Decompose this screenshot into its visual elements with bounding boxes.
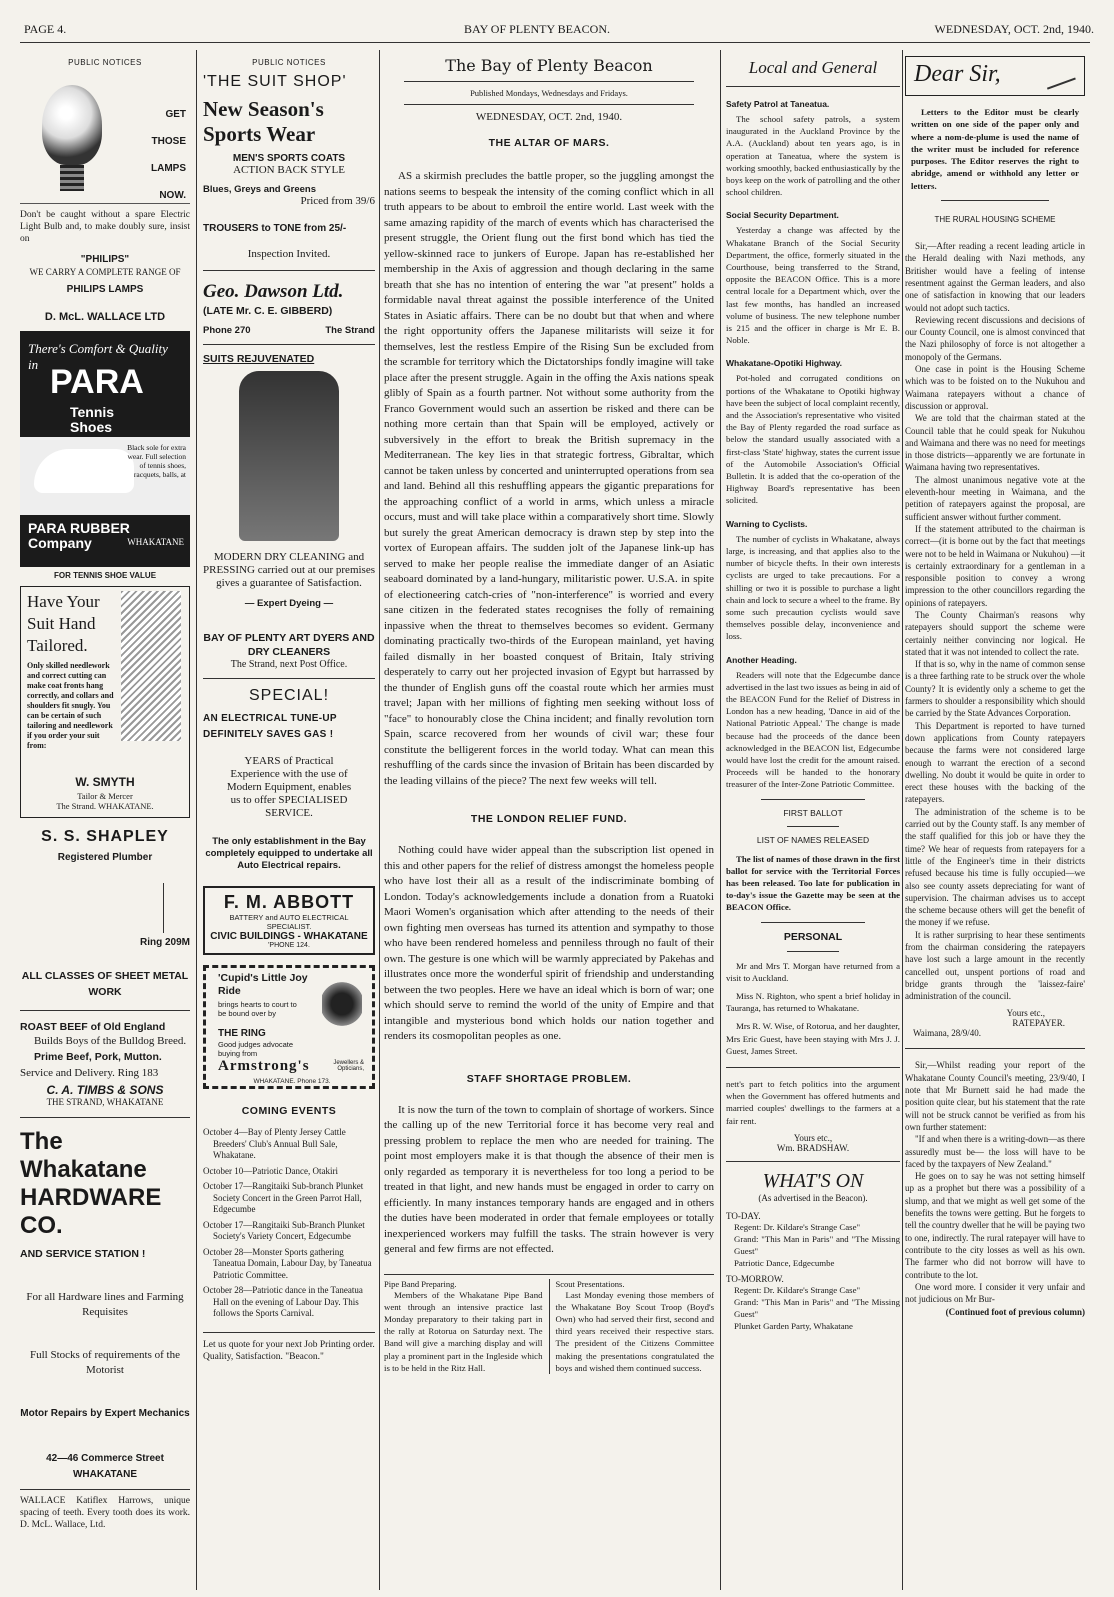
shop-colours: Blues, Greys and Greens — [203, 184, 316, 195]
header-date: WEDNESDAY, OCT. 2nd, 1940. — [934, 22, 1094, 36]
dear-sir-title: Dear Sir, — [914, 61, 1001, 87]
event-item: October 17—Rangitaiki Sub-branch Plunket Society Concert in the Green Parrot Hall, Edgecumbe — [203, 1181, 364, 1214]
continued-letter: nett's part to fetch politics into the argument when the Government has offered hutments and married couples' dwellings to the farmers at a fair rent. — [726, 1078, 900, 1126]
news-briefs — [384, 1274, 714, 1374]
news-text: Readers will note that the Edgecumbe dance advertised in the last two issues as being in aid of the BEACON Fund for the Relief of Distress in London has a new heading, 'Dance in aid of the National Patriotic Appeal.' The change is made because had the proceeds of the dance been acknowledged in the BEACON list, Edgecumbe would have lost the credit for the amount raised. Proceeds will be handed to the honorary treasurer of the Inter-Zone Patriotic Committee. — [726, 669, 900, 790]
letter-para: If the statement attributed to the chairman is correct—(it is borne out by the fact that meetings were not to be held in Waimana or Nukuhou) —it is certainly extraordinary for a gentleman in a responsible position to convey a wrong impression to the other councillors regarding the opinions of ratepayers. — [905, 523, 1085, 608]
letter-para: This Department is reported to have turned down applications from County ratepayers because the farms were not considered large enough to warrant the erection of a second dwelling. No doubt it would be quite in order to erect these houses with the backing of the ratepayers. — [905, 720, 1085, 805]
letter-para: Reviewing recent discussions and decisions of our County Council, one is almost convinced that the Nazi philosophy of force is not altogether a monopoly of the Germans. — [905, 314, 1085, 362]
article-title: THE ALTAR OF MARS. — [488, 137, 610, 149]
cupid-text: brings hearts to court to be bound over by — [218, 1000, 297, 1018]
events-head: COMING EVENTS — [241, 1105, 337, 1117]
divider — [404, 81, 694, 82]
letter-para: The County Chairman's reasons why ratepayers should support the scheme were certainly neither convincing nor logical. He stated that it was not intended to collect the rate. — [905, 609, 1085, 657]
suit-head: Have Your Suit Hand Tailored. — [27, 591, 100, 655]
divider — [905, 1048, 1085, 1049]
event-item: October 28—Monster Sports gathering Taneatua Domain, Labour Day, by Taneatua Patriotic Committee. — [203, 1246, 372, 1280]
article-body: AS a skirmish precludes the battle proper, so the juggling amongst the nations seems to bespeak the intensity of the coming conflict which in all truth appears to be about to embroil the entire world. Last week with the same amazing rapidity of the march of events which has characterised the present struggle, the Orient flung out the first bond which has tied the yellow-skinned race to junkers of Europe. Japan has re-established her membership in the Axis of aggression and though declaring in the same breath that she has no intention of entering the war "at present" holds a formidable naval threat against the possible interference of the United States in Asiatic affairs. There can be no doubt but that when and where the right opportunity offers the Japanese militarists will seize it for themselves, lest the restless Empire of the Rising Sun be excluded from the scramble for territory which the Dictatorships fondly imagine will take place after the present struggle. Again in the offing the Axis nations speak glibly of Spain as a fourth partner. Not without some authority from the Franco Government would such an assertion be risked and there can be nothing more certain than that Spain will be employed, actively or subversively in the effort to break the British supremacy in the Mediterranean. The key lies in that strategic fortress, Gibraltar, which cannot be taken unless by concerted and uninterrupted operations from sea and land. Behind all this reshuffling appears the gigantic preparations for the approaching conflict of a world in arms, which unless a miracle occurs, must and will take place within a comparatively short time. Slowly but surely the great American democracy is drawn step by step into the vortex of European affairs. The sudden jolt of the Japanese link-up has served to make her people realise the immediate danger of an Asiatic seaboard dominated by a land-hungary, militaristic power. U.S.A. in spite of electioneering catch-cries of "non-interference" is worried and every sane citizen in the federated states recognises the folly of remaining inpassive when the threat to themselves becomes so evident. Germany dominating practically two-thirds of the European mainland, yet having failed dismally in her boasted conquest of Britain, Italy striving desperately to carry out her projected invasion of Egypt but harrassed by the thunder of English guns off the coastal route which her armies must travel; Japan with her millions of fighting men seeking without loss of "face" to honourably close the China incident; and finally revolution torn Spain, scarce recovered from her wounds of civil war; these four constitute the belligerent forces in the world today. What can mean this reshuffling of the cards since the invasion of Britain has been discarded by the leading villains of the piece? The next few weeks will tell. — [384, 170, 714, 787]
shapley-space — [20, 863, 190, 937]
divider — [203, 344, 375, 345]
printing-quote: Let us quote for your next Job Printing order. Quality, Satisfaction. "Beacon." — [203, 1339, 375, 1362]
personal-item: Mr and Mrs T. Morgan have returned from a visit to Auckland. — [726, 960, 900, 983]
local-general-title: Local and General — [726, 50, 900, 87]
cupid-ring: THE RING — [218, 1028, 266, 1039]
letter-para: The almost unanimous negative vote at the eleventh-hour meeting in Waimana, and the petition of ratepayers against the proposal, are sufficient answer without further comment. — [905, 474, 1085, 522]
divider — [787, 826, 839, 827]
light-bulb-icon — [42, 85, 102, 165]
dyers-name: BAY OF PLENTY ART DYERS AND DRY CLEANERS — [203, 632, 375, 658]
divider — [203, 270, 375, 271]
column-rule — [379, 50, 380, 1590]
divider — [941, 200, 1049, 201]
letter-para: "If and when there is a writing-down—as there assuredly must be— the loss will have to be faced by the taxpayers of New Zealand." — [905, 1134, 1085, 1169]
column-rule — [902, 50, 903, 1590]
brief-text: Members of the Whakatane Pipe Band went through an intensive practice last Monday preparatory to their taking part in the rally at Rotorua on Saturday next. The Band will give a marching display and will play a prominent part in the Ingleside which is to be held in the Ritz Hall. — [384, 1289, 543, 1373]
personal-item: Miss N. Righton, who spent a brief holiday in Tauranga, has returned to Whakatane. — [726, 990, 900, 1014]
cupid-judges: Good judges advocate buying from — [218, 1040, 294, 1058]
arm-name: Armstrong's — [218, 1058, 310, 1074]
dawson-phone: Phone 270 — [203, 325, 251, 336]
news-head: Warning to Cyclists. — [726, 518, 808, 529]
letter-signature: RATEPAYER. — [1012, 1018, 1065, 1029]
shop-trousers: TROUSERS to TONE from 25/- — [203, 223, 347, 234]
hardware-name: The Whakatane HARDWARE CO. — [20, 1127, 162, 1239]
letter-para: Sir,—After reading a recent leading article in the Herald dealing with Nazi methods, any Britisher would have a feeling of intense resentment against the German leaders, and also one of satisfaction in knowing that our leaders would not adopt such tactics. — [905, 241, 1085, 313]
cupid-head: 'Cupid's Little Joy Ride — [218, 972, 308, 997]
column-2 — [203, 50, 375, 1589]
event-item: October 10—Patriotic Dance, Otakiri — [203, 1165, 338, 1176]
article-body: It is now the turn of the town to complain of shortage of workers. Since the calling up of the new Territorial force it has become very real and pressing problem to replace the men who are needed for training. The point most employers make it is that though the absence of their men is only regarded as temporary it is nevertheless for too long a period to be treated in that light, and new hands must be engaged in order to carry on efficiently. In many instances temporary hands are engaged and in others the duties have been moderated in order that female employees or totally inexperienced workers may fulfill the tasks. The strain however is very general and few firms are not effected. — [384, 1103, 714, 1255]
column-3-editorial — [384, 50, 714, 1589]
header-rule — [20, 42, 1090, 43]
tomorrow-head: TO-MORROW. — [726, 1273, 784, 1284]
personal-head: PERSONAL — [783, 930, 843, 943]
divider — [20, 1489, 190, 1490]
special-only: The only establishment in the Bay completely equipped to undertake all Auto Electrical repairs. — [205, 836, 373, 871]
article-title: STAFF SHORTAGE PROBLEM. — [466, 1072, 632, 1085]
column-5-letters — [905, 50, 1085, 1589]
letter-para: If that is so, why in the name of common sense is a three farthing rate to be struck over the whole County? It is evidently only a scheme to get the farmers to shoulder a responsibility which should be carried by the State Advances Corporation. — [905, 659, 1085, 719]
letter-para: One word more. I consider it very unfair and not judicious on Mr Bur- — [905, 1281, 1085, 1305]
letter-signoff: Yours etc., — [1006, 1008, 1045, 1019]
paper-name: BAY OF PLENTY BEACON. — [464, 22, 611, 36]
letters-policy: Letters to the Editor must be clearly written on one side of the paper only and where a nom-de-plume is used the name of the writer must be included for reference purposes. The Editor reserves the right to abridge, amend or withhold any letter or letters. — [911, 107, 1079, 191]
shapley-ring: Ring 209M — [139, 936, 190, 948]
dear-sir-banner — [905, 56, 1085, 96]
smyth-tailor-ad — [20, 586, 190, 818]
continued-note: (Continued foot of previous column) — [945, 1307, 1085, 1318]
brief-scouts — [550, 1279, 715, 1374]
tennis-shoe-icon — [34, 449, 134, 493]
lamp-text: Don't be caught without a spare Electric Light Bulb and, to make doubly sure, insist on — [20, 210, 190, 244]
news-head: Safety Patrol at Taneatua. — [726, 99, 830, 109]
dawson-name: Geo. Dawson Ltd. — [203, 281, 344, 302]
letter-place-date: Waimana, 28/9/40. — [913, 1028, 982, 1039]
hardware-addr: 42—46 Commerce Street WHAKATANE — [46, 1452, 164, 1480]
brief-text: Last Monday evening those members of the Whakatane Boy Scout Troop (Boyd's Own) who had served their first, second and third years received their respective stars. The president of the Citizens Committee making the presentations congratulated the boys and wished them continued success. — [555, 1289, 714, 1373]
ballot-text: The list of names of those drawn in the first ballot for service with the Territorial Forces has been released. Too late for publication in to-day's issue the Gazette may be seen at the BEACON Office. — [726, 853, 900, 913]
news-text: Yesterday a change was affected by the Whakatane Branch of the Social Security Department, the office, formerly situated in the Courthouse, being transferred to the Strand, opposite the BEACON Office. This is a more central locale for a Department which, over the last few months, has handled an increased volume of business. The new telephone number is 215 and the officer in charge is Mr E. B. Noble. — [726, 225, 900, 346]
shop-name: 'THE SUIT SHOP' — [203, 73, 347, 90]
para-tennis-ad — [20, 331, 190, 567]
abbott-name: F. M. ABBOTT — [223, 892, 355, 912]
katiflex-notice: WALLACE Katiflex Harrows, unique spacing of teeth. Every tooth does its work. D. McL. Wallace, Ltd. — [20, 1495, 190, 1530]
section-label: PUBLIC NOTICES — [252, 58, 326, 67]
para-company: PARA RUBBER Company — [28, 519, 130, 551]
brief-pipe-band — [384, 1279, 550, 1374]
suit-name: W. SMYTH — [75, 774, 135, 789]
personal-item: Mrs R. W. Wise, of Rotorua, and her daughter, Mrs Eric Guest, have been staying with Mrs J. J. Guest, James Street. — [726, 1021, 900, 1056]
letter-para: The administration of the scheme is to be carried out by the County staff. Is any member of the staff qualified for this job or have they the time? We hear of requests from ratepayers for a little of the Engineer's time in their districts refused because his time is fully occupied—we also see county assets depreciating for want of supervision. The chairman advises us to accept the scheme because others will get the benefit of the money if we refuse. — [905, 806, 1085, 928]
brief-head: Scout Presentations. — [555, 1278, 625, 1289]
special-title: SPECIAL! — [248, 687, 330, 704]
divider — [163, 883, 164, 933]
special-text: YEARS of Practical Experience with the use of Modern Equipment, enables us to offer SPECIALISED SERVICE. — [226, 755, 352, 819]
armstrongs-ad — [203, 965, 375, 1089]
lamp-seller: D. McL. WALLACE LTD — [44, 310, 166, 323]
shop-style: ACTION BACK STYLE — [233, 164, 345, 176]
shop-season: New Season's Sports Wear — [203, 97, 324, 146]
suit-text: Only skilled needlework and correct cutting can make coat fronts hang correctly, and collars and shoulders fit snugly. You can be certain of such tailoring and needlework if you order your suit from: — [27, 660, 114, 750]
special-head: AN ELECTRICAL TUNE-UP DEFINITELY SAVES GAS ! — [203, 713, 337, 740]
letter-para: Sir,—Whilst reading your report of the Whakatane County Council's meeting, 23/9/40, I note that Mr Burnett said he had made the position quite clear, but his statement that the rate will not be struck cannot be verified as from his own further statement: — [905, 1060, 1085, 1132]
shapley-classes: ALL CLASSES OF SHEET METAL WORK — [21, 969, 189, 998]
lamp-range: PHILIPS LAMPS — [66, 283, 144, 295]
shop-coats: MEN'S SPORTS COATS — [232, 153, 346, 164]
slogan-word: THOSE — [151, 136, 186, 147]
beef-name: C. A. TIMBS & SONS — [46, 1082, 164, 1097]
news-head: Social Security Department. — [726, 210, 839, 221]
tomorrow-item: Grand: "This Man in Paris" and "The Missing Guest" — [734, 1296, 900, 1320]
letter-para: It is rather surprising to hear these sentiments from the chairman considering the ratepayers have lost such a large amount in the recently cancelled out, unspent portions of road and bridge grants through the 'laissez-faire' administration of the council. — [905, 929, 1085, 1002]
para-name: PARA — [50, 362, 144, 401]
abbott-phone: 'PHONE 124. — [268, 942, 310, 949]
arm-addr: WHAKATANE. Phone 173. — [253, 1078, 331, 1085]
news-text: Pot-holed and corrugated conditions on portions of the Whakatane to Opotiki highway have been the subject of local complaint recently, and the Association's representative who visited the Bay of Plenty regarded the road surface as below the standard usually associated with a first-class 'State' highway, states the current issue of the Automobile Association's Official Bulletin. It is added that the co-operation of the Highway Board's representative has been solicited. — [726, 373, 900, 506]
masthead: The Bay of Plenty Beacon — [445, 56, 653, 75]
para-tag: There's Comfort & Quality in — [28, 340, 168, 372]
article-body: Nothing could have wider appeal than the subscription list opened in this and other papers for the relief of distress amongst the homeless people who have lost their all as a result of the indiscriminate bombing of London. Today's acknowledgements include a donation from a Ruatoki Maori Women's organisation which after attending to the needs of their own fighting men overseas has turned its attention and sympathy to those who have been rendered homeless and penniless through no fault of their own. The gesture is one which will be warmly appreciated by Pakehas and illustrates once more the wonderful spirit of friendship and understanding between the two peoples. Here we have an ideal which is born of war; one which should serve to remind the world of the unity of Empire and that intangible and mysterious bond which holds our nation together and renders its cosmopolitan peoples as one. — [384, 844, 714, 1042]
today-item: Patriotic Dance, Edgecumbe — [734, 1258, 835, 1269]
column-rule — [196, 50, 197, 1590]
today-item: Regent: Dr. Kildare's Strange Case" — [734, 1221, 861, 1232]
quill-pen-icon — [1042, 64, 1076, 89]
beef-service: Service and Delivery. Ring 183 — [20, 1066, 159, 1079]
dyers-addr: The Strand, next Post Office. — [230, 659, 348, 670]
news-head: Another Heading. — [726, 654, 797, 665]
divider — [787, 951, 839, 952]
letter-para: One case in point is the Housing Scheme which was to be foisted on to the Nukuhou and Waimana ratepayers without a chance of discussion or approval. — [905, 364, 1085, 411]
column-rule — [720, 50, 721, 1590]
para-features: Black sole for extra wear. Full selection of tennis shoes, racquets, balls, at — [127, 442, 186, 479]
news-text: The number of cyclists in Whakatane, always large, is increasing, and that applies also to the number of bicycle thefts. In their own interests cyclists are urged to take precautions. For a shilling or two it is possible to purchase a light chain and lock to secure a wheel to the frame. By some such precaution cyclists would save themselves possible delay, inconvenience and loss. — [726, 533, 900, 642]
news-text: The school safety patrols, a system inaugurated in the Auckland Province by the A.A. (Auckland) about ten years ago, is in operation at Taneatua, where the system is working smoothly, backed enthusiastically by the boys keep on the work of patrolling and the other school children. — [726, 114, 900, 198]
whats-on-title: WHAT'S ON — [762, 1169, 864, 1192]
hardware-line: Full Stocks of requirements of the Motorist — [29, 1348, 180, 1376]
letter-head: THE RURAL HOUSING SCHEME — [934, 215, 1056, 225]
article-title: THE LONDON RELIEF FUND. — [470, 813, 628, 825]
para-product: Tennis Shoes — [70, 403, 115, 435]
divider — [203, 678, 375, 679]
publication-schedule: Published Mondays, Wednesdays and Fridays. — [470, 88, 628, 98]
slogan-word: LAMPS — [151, 163, 186, 174]
abbott-role: BATTERY and AUTO ELECTRICAL SPECIALIST. — [229, 913, 349, 931]
beef-head: ROAST BEEF of Old England — [20, 1020, 166, 1033]
para-town: WHAKATANE — [127, 536, 184, 547]
para-footer: FOR TENNIS SHOE VALUE — [53, 570, 157, 580]
tomorrow-item: Regent: Dr. Kildare's Strange Case" — [734, 1284, 861, 1295]
rejuv-dye: — Expert Dyeing — — [244, 598, 334, 609]
hardware-line: Motor Repairs by Expert Mechanics — [20, 1407, 190, 1419]
rejuv-text: MODERN DRY CLEANING and PRESSING carried out at our premises gives a guarantee of Satisfaction. — [203, 551, 375, 589]
hardware-line: For all Hardware lines and Farming Requisites — [26, 1290, 184, 1318]
abbott-ad — [203, 886, 375, 955]
abbott-addr: CIVIC BUILDINGS - WHAKATANE — [210, 931, 368, 942]
divider — [726, 1067, 900, 1068]
letter-signoff: Yours etc., — [793, 1132, 833, 1143]
event-item: October 17—Rangitaiki Sub-Branch Plunket Society's Variety Concert, Edgecumbe — [203, 1219, 365, 1241]
lamp-slogan — [151, 101, 186, 209]
bulb-base-icon — [60, 165, 84, 191]
divider — [20, 1010, 190, 1011]
dawson-strand: The Strand — [325, 325, 375, 336]
brief-head: Pipe Band Preparing. — [384, 1278, 457, 1289]
divider — [726, 1161, 900, 1162]
cupid-figure-icon — [322, 974, 362, 1034]
rejuv-head: SUITS REJUVENATED — [203, 353, 315, 365]
news-head: Whakatane-Opotiki Highway. — [726, 358, 843, 369]
event-item: October 28—Patriotic dance in the Taneatua Hall on the evening of Labour Day. This follows the Sports Carnival. — [203, 1285, 363, 1318]
whats-on-sub: (As advertised in the Beacon). — [758, 1192, 868, 1203]
lamp-carry: WE CARRY A COMPLETE RANGE OF — [29, 266, 181, 277]
hardware-and: AND SERVICE STATION ! — [20, 1247, 146, 1260]
arm-role: Jewellers & Opticians, — [333, 1060, 364, 1072]
beef-addr: THE STRAND, WHAKATANE — [46, 1096, 164, 1107]
steam-press-icon — [239, 371, 339, 541]
column-1 — [20, 50, 190, 1589]
beef-line: Prime Beef, Pork, Mutton. — [34, 1050, 162, 1063]
today-head: TO-DAY. — [726, 1210, 761, 1221]
divider — [20, 1117, 190, 1118]
divider — [761, 922, 865, 923]
column-4-local — [726, 50, 900, 1589]
shapley-name: S. S. SHAPLEY — [41, 827, 169, 845]
shop-price: Priced from 39/6 — [300, 195, 375, 207]
suit-addr: The Strand. WHAKATANE. — [56, 800, 154, 811]
divider — [761, 799, 865, 800]
tomorrow-item: Plunket Garden Party, Whakatane — [734, 1321, 853, 1332]
dawson-late: (LATE Mr. C. E. GIBBERD) — [203, 305, 333, 317]
page-header — [24, 22, 1094, 40]
divider — [203, 1332, 375, 1333]
divider — [404, 104, 694, 105]
philips-lamp-ad — [20, 73, 190, 204]
event-item: October 4—Bay of Plenty Jersey Cattle Breeders' Club's Annual Bull Sale, Whakatane. — [203, 1127, 346, 1160]
editorial-date: WEDNESDAY, OCT. 2nd, 1940. — [475, 111, 623, 123]
suit-role: Tailor & Mercer — [77, 790, 133, 801]
page-number: PAGE 4. — [24, 22, 67, 36]
lamp-brand: "PHILIPS" — [80, 253, 130, 265]
letter-para: He goes on to say he was not setting himself up as a prophet but there was a possibility of a slump, and that we might as well get some of the benefits the towns were getting. But he forgets to tell the country dweller that he will be paying two to one, indirectly. The rural ratepayer will have to contribute to the city losses as well as his own. The farmer who did not borrow will have to contribute to the lot. — [905, 1171, 1085, 1280]
section-label: PUBLIC NOTICES — [68, 58, 142, 67]
today-item: Grand: "This Man in Paris" and "The Missing Guest" — [734, 1234, 900, 1257]
ballot-head: FIRST BALLOT — [783, 807, 843, 818]
letter-para: We are told that the chairman stated at the Council table that he could speak for Nukuhou and Waimana and there was no need for meetings in those districts—apparently we are fortunate in Waimana having two representatives. — [905, 413, 1085, 473]
letter-signature: Wm. BRADSHAW. — [776, 1142, 850, 1153]
shop-invite: Inspection Invited. — [247, 248, 331, 260]
slogan-word: NOW. — [159, 190, 186, 201]
shapley-role: Registered Plumber — [57, 851, 153, 863]
beef-text: Builds Boys of the Bulldog Breed. — [34, 1034, 187, 1047]
slogan-word: GET — [165, 109, 186, 120]
tailored-man-icon — [121, 591, 181, 741]
dawson-contact — [203, 325, 375, 336]
ballot-sub: LIST OF NAMES RELEASED — [756, 834, 870, 845]
events-list — [203, 1127, 375, 1320]
